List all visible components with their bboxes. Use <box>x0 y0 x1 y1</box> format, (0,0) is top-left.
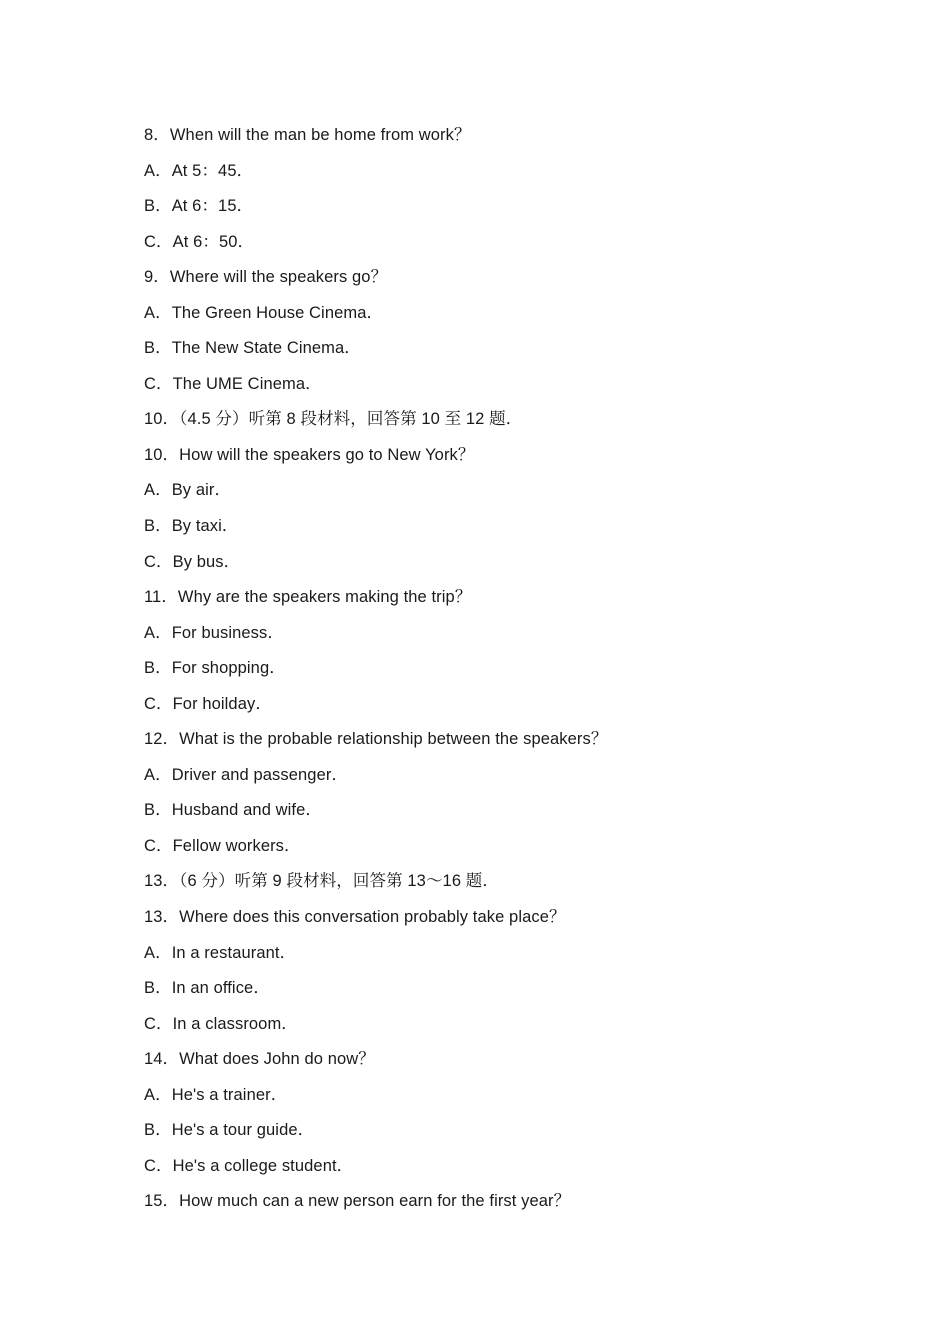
question-14: 14．What does John do now？ <box>144 1050 375 1069</box>
option-9b: B．The New State Cinema． <box>144 339 361 358</box>
section-header-13: 13．（6 分）听第 9 段材料，回答第 13～16 题． <box>144 872 499 891</box>
option-8a: A．At 5：45． <box>144 161 254 180</box>
option-8c: C．At 6：50． <box>144 232 255 251</box>
option-11a: A．For business． <box>144 623 284 642</box>
option-14a: A．He's a trainer． <box>144 1085 288 1104</box>
option-13c: C．In a classroom． <box>144 1014 298 1033</box>
question-11: 11．Why are the speakers making the trip？ <box>144 588 472 607</box>
option-12c: C．Fellow workers． <box>144 836 301 855</box>
option-10c: C．By bus． <box>144 552 241 571</box>
option-13a: A．In a restaurant． <box>144 943 297 962</box>
question-8: 8．When will the man be home from work？ <box>144 126 471 144</box>
question-10: 10．How will the speakers go to New York？ <box>144 445 475 464</box>
option-12a: A．Driver and passenger． <box>144 765 349 784</box>
option-10a: A．By air． <box>144 481 232 500</box>
option-9a: A．The Green House Cinema． <box>144 303 384 322</box>
option-14c: C．He's a college student． <box>144 1156 354 1175</box>
option-13b: B．In an office． <box>144 979 270 998</box>
question-12: 12．What is the probable relationship between the speakers？ <box>144 730 608 749</box>
section-header-10: 10．（4.5 分）听第 8 段材料，回答第 10 至 12 题． <box>144 410 523 429</box>
question-9: 9．Where will the speakers go？ <box>144 268 388 287</box>
option-11b: B．For shopping． <box>144 659 286 678</box>
option-14b: B．He's a tour guide． <box>144 1121 315 1140</box>
option-9c: C．The UME Cinema． <box>144 374 322 393</box>
option-12b: B．Husband and wife． <box>144 801 322 820</box>
option-11c: C．For hoilday． <box>144 694 272 713</box>
option-8b: B．At 6：15． <box>144 197 254 216</box>
question-15: 15．How much can a new person earn for the first year？ <box>144 1192 571 1211</box>
question-list <box>144 121 824 1223</box>
option-10b: B．By taxi． <box>144 517 239 536</box>
question-13: 13．Where does this conversation probably take place？ <box>144 908 566 927</box>
